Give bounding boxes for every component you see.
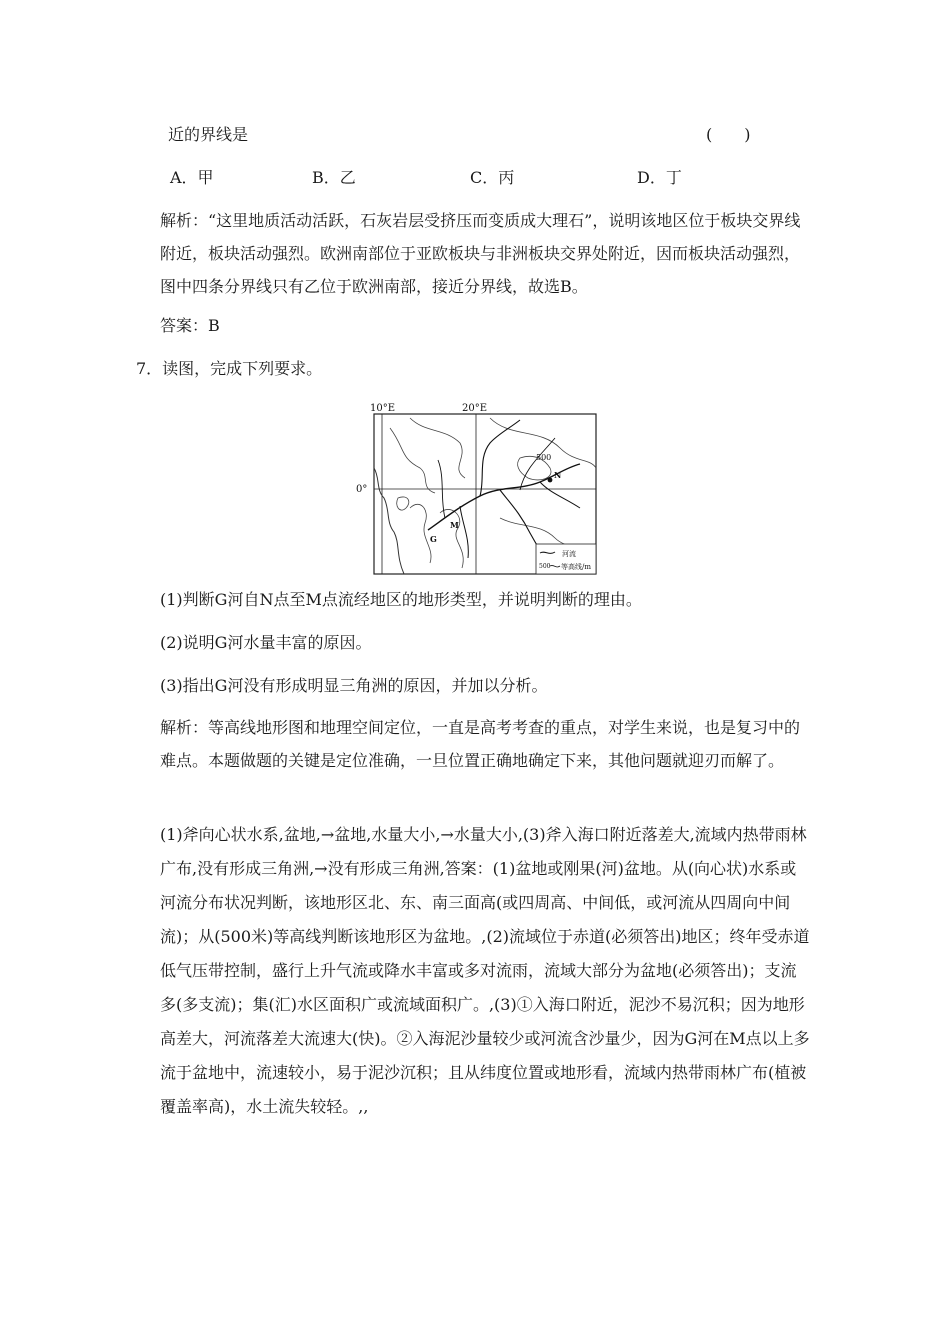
legend-river-label: 河流	[562, 550, 576, 558]
point-label-g: G	[430, 534, 437, 544]
question-stem-tail: 近的界线是	[168, 125, 249, 144]
contour-label: 500	[536, 453, 552, 462]
analysis-paragraph-q7: 解析：等高线地形图和地理空间定位，一直是高考考查的重点，对学生来说，也是复习中的难点。本题做题的关键是定位准确，一旦位置正确地确定下来，其他问题就迎刃而解了。	[160, 718, 801, 770]
point-label-m: M	[450, 520, 459, 530]
option-d: D．丁	[637, 168, 682, 187]
lon-label-20e: 20°E	[462, 403, 488, 414]
legend-contour-label: 等高线/m	[561, 563, 591, 571]
subquestion-1: (1)判断G河自N点至M点流经地区的地形类型，并说明判断的理由。	[160, 590, 642, 609]
subquestion-3: (3)指出G河没有形成明显三角洲的原因，并加以分析。	[160, 676, 548, 695]
answer-bracket: ( )	[706, 125, 751, 144]
answer-block-q7: (1)斧向心状水系,盆地,→盆地,水量大小,→水量大小,(3)斧入海口附近落差大,流域内热带雨林广布,没有形成三角洲,→没有形成三角洲,答案：(1)盆地或刚果(河)盆地。从(向心状)水系或河流分布状况判断，该地形区北、东、南三面高(或四周高、中间低，或河流从四周向中间流)；从(500米)等高线判断该地形区为盆地。,(2)流域位于赤道(必须答出)地区；终年受赤道低气压带控制，盛行上升气流或降水丰富或多对流雨，流域大部分为盆地(必须答出)；支流多(多支流)；集(汇)水区面积广或流域面积广。,(3)①入海口附近，泥沙不易沉积；因为地形高差大，河流落差大流速大(快)。②入海泥沙量较少或河流含沙量少，因为G河在M点以上多流于盆地中，流速较小，易于泥沙沉积；且从纬度位置或地形看，流域内热带雨林广布(植被覆盖率高)，水土流失较轻。,,	[160, 825, 810, 1116]
option-b: B．乙	[312, 168, 356, 187]
option-a: A．甲	[170, 168, 214, 187]
question-stem: 7．读图，完成下列要求。	[136, 359, 323, 378]
option-c: C．丙	[470, 168, 515, 187]
lon-label-10e: 10°E	[370, 403, 396, 414]
analysis-paragraph: 解析：“这里地质活动活跃，石灰岩层受挤压而变质成大理石”，说明该地区位于板块交界线附近，板块活动强烈。欧洲南部位于亚欧板块与非洲板块交界处附近，因而板块活动强烈，图中四条分界线只有乙位于欧洲南部，接近分界线，故选B。	[160, 211, 801, 296]
contour-river-map	[350, 398, 620, 588]
lat-label-equator: 0°	[356, 484, 368, 495]
subquestion-2: (2)说明G河水量丰富的原因。	[160, 633, 372, 652]
legend-contour-value: 500	[539, 563, 551, 570]
answer-line: 答案：B	[160, 316, 220, 335]
point-label-n: N	[554, 470, 562, 480]
